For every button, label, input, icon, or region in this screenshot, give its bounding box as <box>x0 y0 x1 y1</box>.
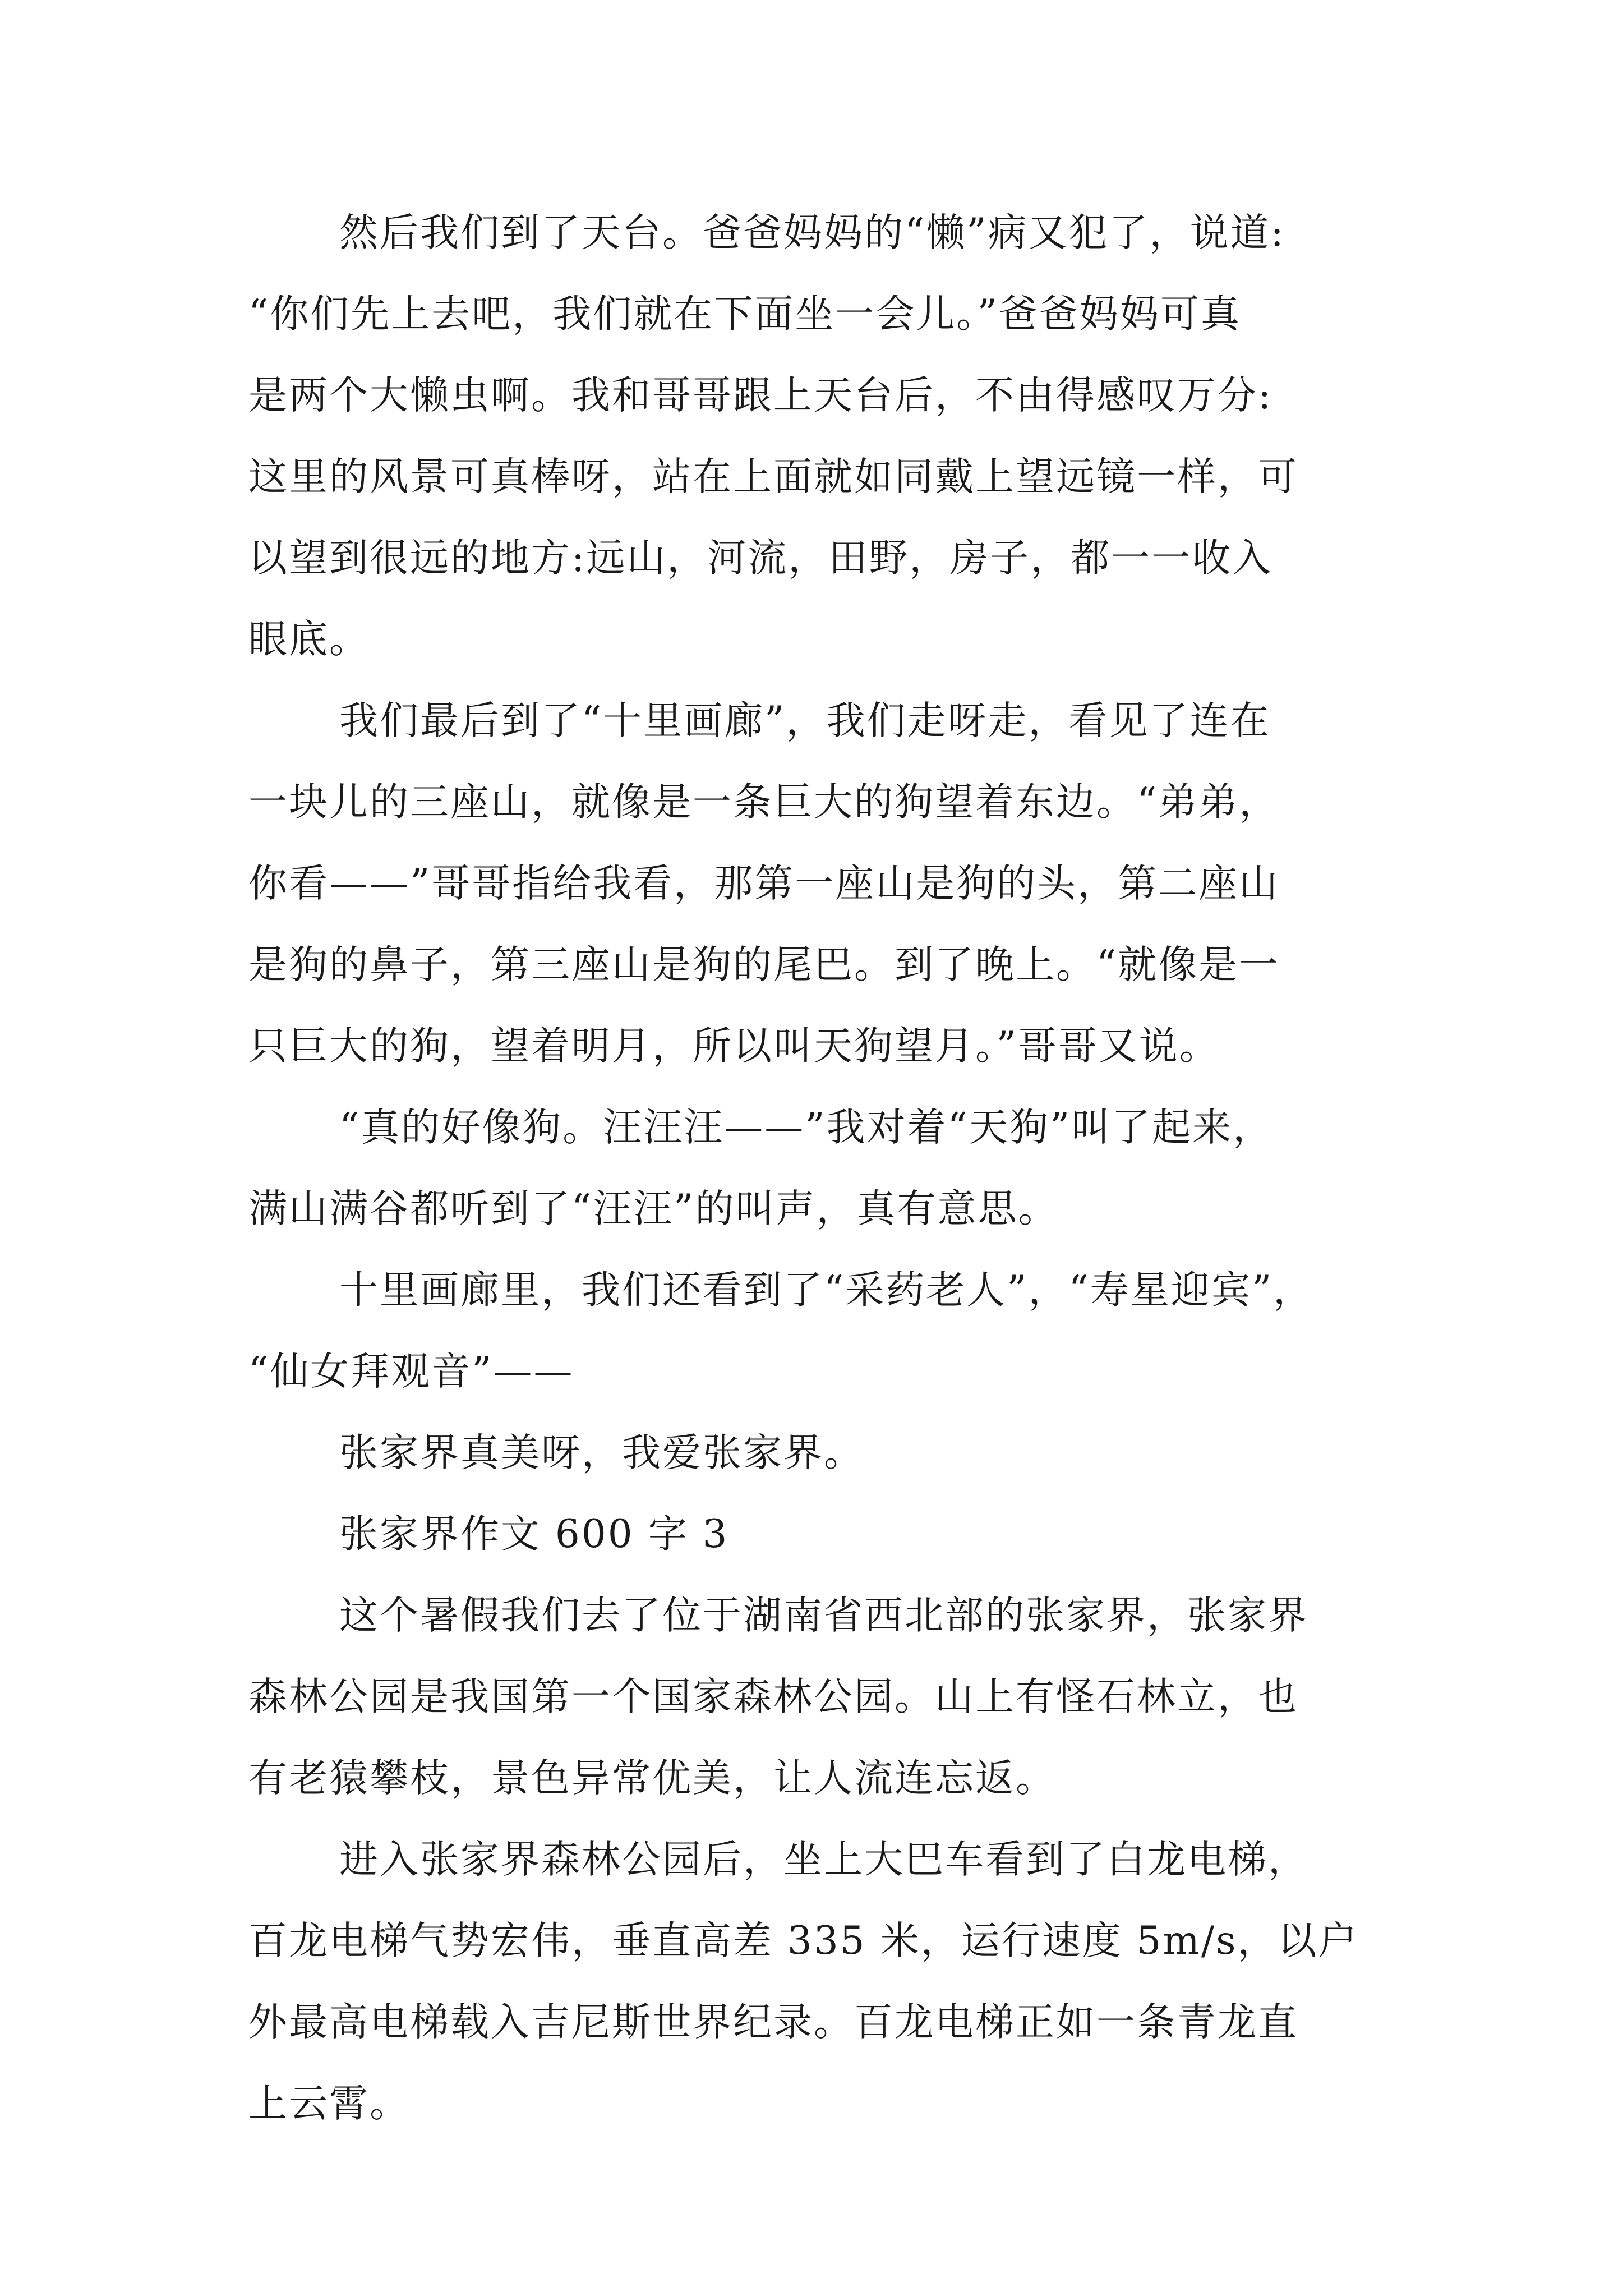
text-line: 我们最后到了“十里画廊”，我们走呀走，看见了连在 <box>339 698 1271 743</box>
text-line: 这里的风景可真棒呀，站在上面就如同戴上望远镜一样，可 <box>248 454 1298 499</box>
text-line: 有老猿攀枝，景色异常优美，让人流连忘返。 <box>248 1756 1056 1801</box>
text-line: 这个暑假我们去了位于湖南省西北部的张家界，张家界 <box>339 1593 1308 1638</box>
text-line: “你们先上去吧，我们就在下面坐一会儿。”爸爸妈妈可真 <box>248 292 1242 337</box>
text-line: 一块儿的三座山，就像是一条巨大的狗望着东边。“弟弟， <box>248 780 1280 825</box>
section-heading: 张家界作文 600 字 3 <box>339 1512 729 1557</box>
text-line: 以望到很远的地方:远山，河流，田野，房子，都一一收入 <box>248 536 1273 581</box>
text-line: 张家界真美呀，我爱张家界。 <box>339 1430 864 1475</box>
text-line: 百龙电梯气势宏伟，垂直高差 335 米，运行速度 5m/s，以户 <box>248 1918 1359 1963</box>
text-line: 是两个大懒虫啊。我和哥哥跟上天台后，不由得感叹万分: <box>248 373 1273 418</box>
text-line: 外最高电梯载入吉尼斯世界纪录。百龙电梯正如一条青龙直 <box>248 2000 1298 2045</box>
text-line: 是狗的鼻子，第三座山是狗的尾巴。到了晚上。“就像是一 <box>248 942 1280 987</box>
text-line: 森林公园是我国第一个国家森林公园。山上有怪石林立，也 <box>248 1674 1298 1719</box>
text-line: “仙女拜观音”—— <box>248 1349 574 1394</box>
text-line: 十里画廊里，我们还看到了“采药老人”，“寿星迎宾”， <box>339 1268 1314 1313</box>
text-line: 满山满谷都听到了“汪汪”的叫声，真有意思。 <box>248 1186 1059 1231</box>
text-line: 进入张家界森林公园后，坐上大巴车看到了白龙电梯， <box>339 1837 1308 1882</box>
text-line: 只巨大的狗，望着明月，所以叫天狗望月。”哥哥又说。 <box>248 1024 1220 1069</box>
text-line: 你看——”哥哥指给我看，那第一座山是狗的头，第二座山 <box>248 861 1280 906</box>
text-line: 上云霄。 <box>248 2081 410 2126</box>
text-line: “真的好像狗。汪汪汪——”我对着“天狗”叫了起来， <box>339 1105 1274 1150</box>
text-line: 然后我们到了天台。爸爸妈妈的“懒”病又犯了，说道: <box>339 210 1285 255</box>
text-line: 眼底。 <box>248 617 370 662</box>
